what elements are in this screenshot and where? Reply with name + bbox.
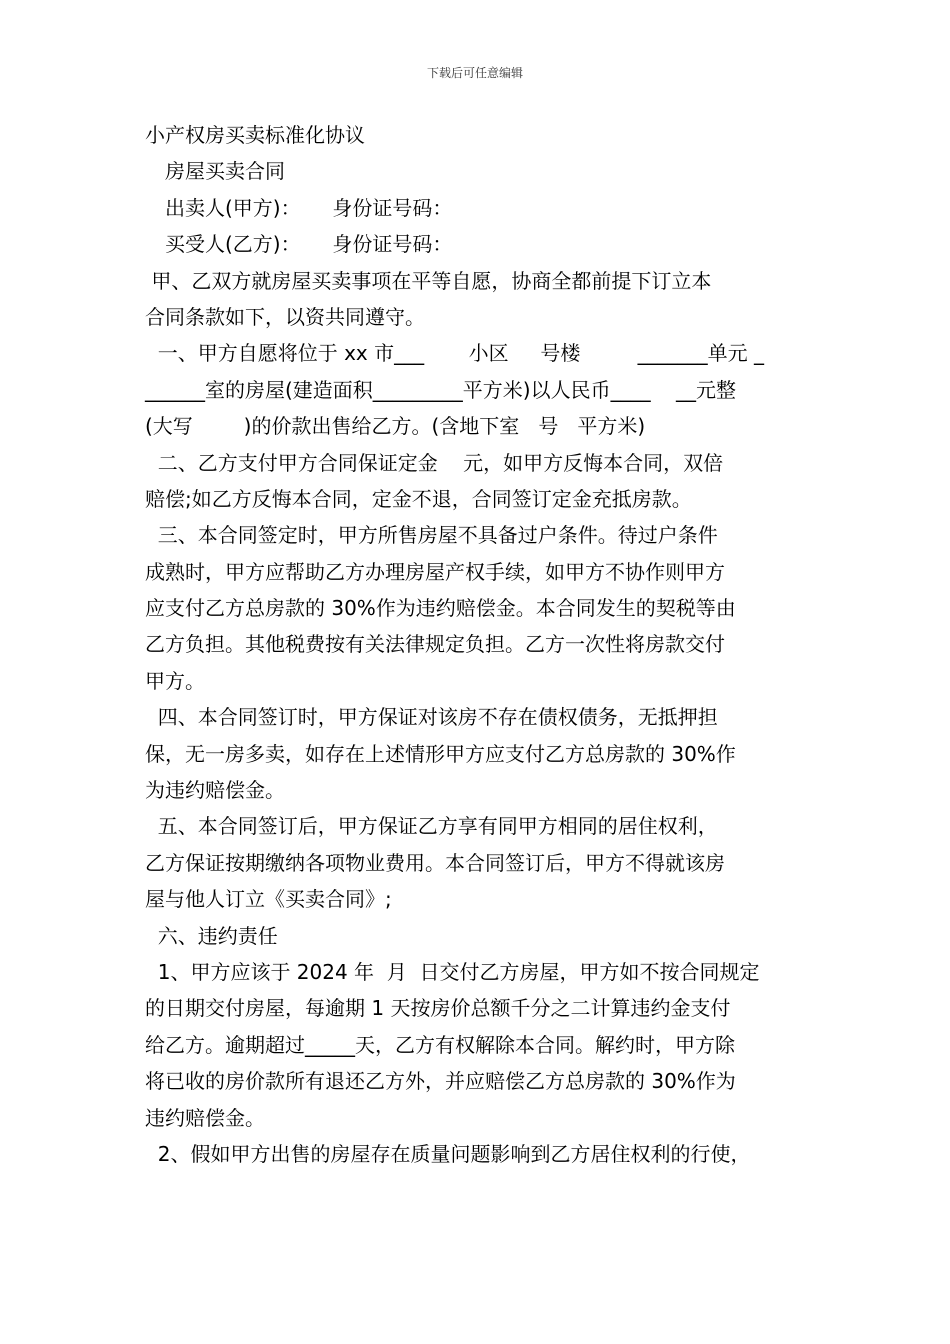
contract-line: (大写 )的价款出售给乙方。(含地下室 号 平方米): [145, 414, 646, 439]
contract-line: 违约赔偿金。: [145, 1105, 265, 1130]
contract-line: 屋与他人订立《买卖合同》;: [145, 887, 392, 912]
contract-line: 应支付乙方总房款的 30%作为违约赔偿金。本合同发生的契税等由: [145, 596, 736, 621]
contract-line: 乙方负担。其他税费按有关法律规定负担。乙方一次性将房款交付: [145, 632, 725, 657]
contract-line: 二、乙方支付甲方合同保证定金 元，如甲方反悔本合同，双倍: [145, 450, 724, 475]
contract-line: 成熟时，甲方应帮助乙方办理房屋产权手续，如甲方不协作则甲方: [145, 559, 725, 584]
contract-line: 甲、乙双方就房屋买卖事项在平等自愿，协商全都前提下订立本: [145, 268, 712, 293]
contract-body: [145, 117, 808, 1172]
contract-line: 将已收的房价款所有退还乙方外，并应赔偿乙方总房款的 30%作为: [145, 1069, 736, 1094]
contract-line: 的日期交付房屋，每逾期 1 天按房价总额千分之二计算违约金支付: [145, 996, 731, 1021]
contract-line: 给乙方。逾期超过_____天，乙方有权解除本合同。解约时，甲方除: [145, 1032, 735, 1057]
contract-line: 为违约赔偿金。: [145, 778, 285, 803]
contract-line: 乙方保证按期缴纳各项物业费用。本合同签订后，甲方不得就该房: [145, 850, 725, 875]
buyer-line: 买受人(乙方)： 身份证号码：: [165, 232, 453, 257]
page-header-note: 下载后可任意编辑: [426, 66, 523, 80]
contract-line: 三、本合同签定时，甲方所售房屋不具备过户条件。待过户条件: [145, 523, 718, 548]
contract-line: 六、违约责任: [145, 923, 278, 948]
contract-line: 赔偿;如乙方反悔本合同，定金不退，合同签订定金充抵房款。: [145, 486, 692, 511]
contract-line: 保，无一房多卖，如存在上述情形甲方应支付乙方总房款的 30%作: [145, 741, 736, 766]
contract-line: 1、甲方应该于 2024 年 月 日交付乙方房屋，甲方如不按合同规定: [145, 959, 760, 984]
contract-line: ______室的房屋(建造面积_________平方米)以人民币____ __元整: [145, 377, 737, 402]
contract-line: 一、甲方自愿将位于 xx 市___ 小区 号楼 _______单元 _: [145, 341, 764, 366]
contract-line: 2、假如甲方出售的房屋存在质量问题影响到乙方居住权利的行使，: [145, 1141, 751, 1166]
contract-line: 四、本合同签订时，甲方保证对该房不存在债权债务，无抵押担: [145, 705, 718, 730]
document-subtitle: 房屋买卖合同: [165, 159, 285, 184]
contract-clauses: [145, 263, 808, 1173]
contract-line: 合同条款如下，以资共同遵守。: [145, 304, 425, 329]
document-title: 小产权房买卖标准化协议: [145, 123, 365, 147]
seller-line: 出卖人(甲方)： 身份证号码：: [165, 195, 453, 220]
contract-line: 甲方。: [145, 668, 205, 693]
contract-line: 五、本合同签订后，甲方保证乙方享有同甲方相同的居住权利，: [145, 814, 718, 839]
